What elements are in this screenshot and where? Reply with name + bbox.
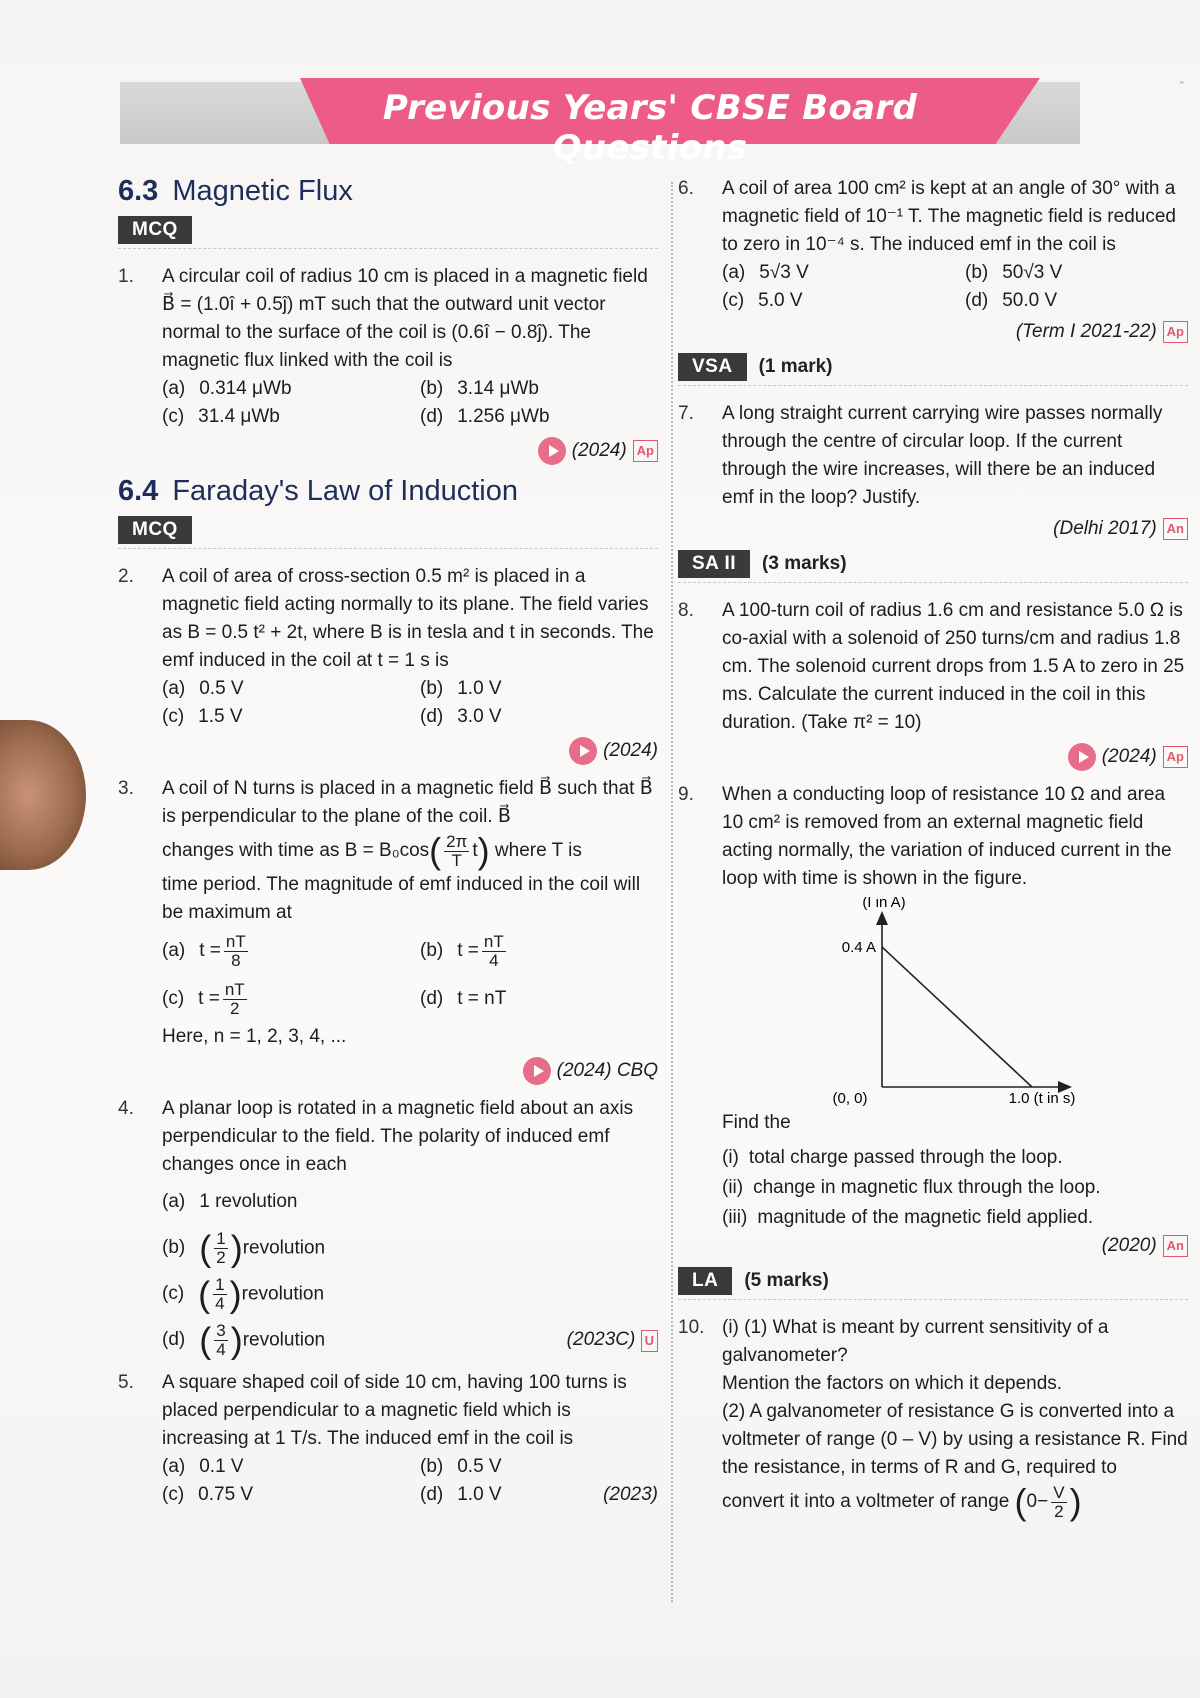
question-number: 3. [118, 778, 134, 799]
year-label: (Delhi 2017) [1053, 518, 1157, 539]
video-play-icon[interactable] [538, 437, 566, 465]
year-label: (2024) [1101, 746, 1157, 767]
la-tag-row [678, 1267, 1188, 1300]
question-3 [118, 775, 658, 1051]
question-text: A coil of area 100 cm² is kept at an angle of 30° with a magnetic field of 10⁻¹ T. The magnetic field is reduced to zero in 10⁻⁴ s. The induced emf in the coil is [722, 178, 1176, 255]
x-tick-label: 1.0 (t in s) [1008, 1090, 1076, 1107]
year-label: (2024) CBQ [556, 1060, 658, 1082]
question-text: convert it into a voltmeter of range (0− $\frac{V}{2}$ ) [722, 1481, 1082, 1522]
question-2 [118, 563, 658, 731]
question-text: (i) (1) What is meant by current sensitivity of a galvanometer? [722, 1317, 1109, 1366]
y-axis-arrow [876, 911, 888, 925]
mcq-tag-row [118, 216, 658, 249]
section-number: 6.4 [118, 475, 159, 507]
option-c: (c) 1.5 V [162, 706, 243, 727]
section-number: 6.3 [118, 175, 159, 207]
option-a: (a) 0.5 V [162, 678, 244, 699]
option-d: (d) 1.0 V (2023) [420, 1481, 658, 1509]
option-c: (c) 31.4 μWb [162, 406, 280, 427]
question-number: 1. [118, 266, 134, 287]
question-number: 5. [118, 1372, 134, 1394]
formula-line: changes with time as B = B₀cos( $\frac{2\pi}{T}$ t) where T is [162, 830, 582, 871]
option-c: (c) 0.75 V [162, 1484, 254, 1506]
question-number: 2. [118, 566, 134, 587]
options [162, 927, 658, 1023]
sa2-tag: SA II [678, 550, 750, 578]
question-9-subparts [722, 1143, 1188, 1233]
options [162, 675, 658, 731]
year-label: (Term I 2021-22) [1015, 321, 1157, 342]
question-text: A coil of N turns is placed in a magnetic field B⃗ such that B⃗ is perpendicular to the plane of the coil. B⃗ [162, 778, 653, 827]
vsa-tag-row [678, 353, 1188, 386]
option-c: (c) ( $\frac{1}{4}$ )revolution [162, 1273, 325, 1315]
question-8 [678, 597, 1188, 737]
question-7-meta [678, 518, 1188, 540]
subpart-i: (i) total charge passed through the loop. [722, 1147, 1063, 1168]
column-divider [671, 182, 673, 1602]
question-note: Here, n = 1, 2, 3, 4, ... [162, 1026, 347, 1048]
finger-photo-artifact [0, 720, 86, 870]
option-a: (a) 5√3 V [722, 262, 809, 283]
y-axis-label: (I in A) [862, 897, 906, 911]
year-label: (2023C) [566, 1329, 636, 1351]
question-1-meta [118, 437, 658, 465]
question-number: 6. [678, 178, 694, 199]
question-4 [118, 1095, 658, 1363]
difficulty-badge: An [1163, 1235, 1188, 1257]
section-title: Faraday's Law of Induction [172, 475, 519, 507]
question-text: time period. The magnitude of emf induced in the coil will be maximum at [162, 874, 641, 924]
question-3-meta [118, 1057, 658, 1085]
page-title: Previous Years' CBSE Board Questions [382, 88, 918, 168]
question-8-meta [678, 743, 1188, 771]
difficulty-badge: Ap [633, 440, 658, 462]
option-a: (a) 0.314 μWb [162, 378, 292, 399]
option-b: (b) 50√3 V [965, 262, 1063, 283]
option-b: (b) 0.5 V [420, 1456, 502, 1478]
series-line [882, 947, 1032, 1087]
question-5 [118, 1369, 658, 1509]
question-9-meta [678, 1235, 1188, 1257]
question-2-meta [118, 737, 658, 765]
y-tick-label: 0.4 A [841, 939, 876, 956]
question-number: 9. [678, 784, 694, 805]
question-text: A long straight current carrying wire passes normally through the centre of circular loop. If the current through the wire increases, will there be an induced emf in the loop? Justify. [722, 403, 1163, 508]
mcq-tag: MCQ [118, 216, 192, 244]
difficulty-badge: Ap [1163, 746, 1188, 768]
question-number: 7. [678, 403, 694, 424]
question-1 [118, 263, 658, 431]
options [162, 1453, 658, 1509]
option-d: (d) 1.256 μWb [420, 406, 550, 427]
question-6-meta [678, 321, 1188, 343]
video-play-icon[interactable] [1068, 743, 1096, 771]
question-text: Mention the factors on which it depends. [722, 1373, 1063, 1394]
option-d: (d) ( $\frac{3}{4}$ )revolution (2023C) U [162, 1317, 658, 1363]
options [162, 375, 658, 431]
option-b: (b) 1.0 V [420, 678, 502, 699]
question-text: When a conducting loop of resistance 10 Ω and area 10 cm² is removed from an external magnetic field acting normally, the variation of induced current in the loop with time is shown in the figure. [722, 784, 1172, 889]
vsa-tag: VSA [678, 353, 747, 381]
option-d: (d) 3.0 V [420, 706, 502, 727]
find-label: Find the [722, 1112, 791, 1133]
option-a: (a) 0.1 V [162, 1456, 244, 1478]
option-a: (a) t = $\frac{nT}{8}$ [162, 931, 246, 970]
option-d: (d) t = nT [420, 988, 507, 1010]
subpart-iii: (iii) magnitude of the magnetic field applied. [722, 1207, 1094, 1228]
year-label: (2023) [603, 1484, 658, 1506]
la-tag: LA [678, 1267, 732, 1295]
section-heading-magnetic-flux [118, 175, 658, 208]
option-a: (a) 1 revolution [162, 1191, 298, 1213]
origin-label: (0, 0) [832, 1090, 868, 1107]
question-9 [678, 781, 1188, 1137]
question-number: 10. [678, 1317, 705, 1338]
option-b: (b) t = $\frac{nT}{4}$ [420, 931, 504, 970]
marks-label: (3 marks) [762, 553, 847, 574]
year-label: (2024) [571, 440, 627, 461]
difficulty-badge: Ap [1163, 321, 1188, 343]
sa2-tag-row [678, 550, 1188, 583]
difficulty-badge: An [1163, 518, 1188, 540]
left-column [118, 175, 658, 1515]
right-column [678, 175, 1188, 1528]
difficulty-badge: U [641, 1330, 658, 1352]
question-10 [678, 1314, 1188, 1522]
option-b: (b) ( $\frac{1}{2}$ )revolution [162, 1227, 326, 1269]
video-play-icon[interactable] [569, 737, 597, 765]
option-c: (c) t = $\frac{nT}{2}$ [162, 979, 245, 1018]
question-text: A 100-turn coil of radius 1.6 cm and resistance 5.0 Ω is co-axial with a solenoid of 250 turns/cm and radius 1.8 cm. The solenoid current drops from 1.5 A to zero in 25 ms. Calculate the current induced in the coil in this duration. (Take π² = 10) [722, 600, 1185, 733]
option-b: (b) 3.14 μWb [420, 378, 539, 399]
corner-mark: ‘‘ [1179, 80, 1184, 91]
section-heading-faraday [118, 475, 658, 508]
question-text: A coil of area of cross-section 0.5 m² is placed in a magnetic field acting normally to its plane. The field varies as B = 0.5 t² + 2t, where B is in tesla and t in seconds. The emf induced in the coil at t = 1 s is [162, 566, 654, 671]
year-label: (2024) [603, 740, 658, 761]
question-6 [678, 175, 1188, 315]
marks-label: (5 marks) [744, 1270, 829, 1291]
question-number: 4. [118, 1098, 134, 1120]
mcq-tag-row [118, 516, 658, 549]
option-c: (c) 5.0 V [722, 290, 803, 311]
question-text: A planar loop is rotated in a magnetic field about an axis perpendicular to the field. The polarity of induced emf changes once in each [162, 1098, 634, 1176]
section-title: Magnetic Flux [172, 175, 353, 207]
year-label: (2020) [1101, 1235, 1157, 1256]
options [162, 1179, 658, 1363]
mcq-tag: MCQ [118, 516, 192, 544]
marks-label: (1 mark) [758, 356, 833, 377]
video-play-icon[interactable] [523, 1057, 551, 1085]
question-text: A circular coil of radius 10 cm is placed in a magnetic field B⃗ = (1.0î + 0.5ĵ) mT such that the outward unit vector normal to the surface of the coil is (0.6î − 0.8ĵ). The magnetic flux linked with the coil is [162, 266, 648, 371]
question-number: 8. [678, 600, 694, 621]
options [722, 259, 1188, 315]
question-text: (2) A galvanometer of resistance G is converted into a voltmeter of range (0 – V) by using a resistance R. Find the resistance, in terms of R and G, required to [722, 1401, 1188, 1478]
question-text: A square shaped coil of side 10 cm, having 100 turns is placed perpendicular to a magnetic field which is increasing at 1 T/s. The induced emf in the coil is [162, 1372, 627, 1450]
option-d: (d) 50.0 V [965, 290, 1058, 311]
current-time-graph [722, 897, 1162, 1107]
subpart-ii: (ii) change in magnetic flux through the loop. [722, 1177, 1101, 1198]
question-7 [678, 400, 1188, 512]
